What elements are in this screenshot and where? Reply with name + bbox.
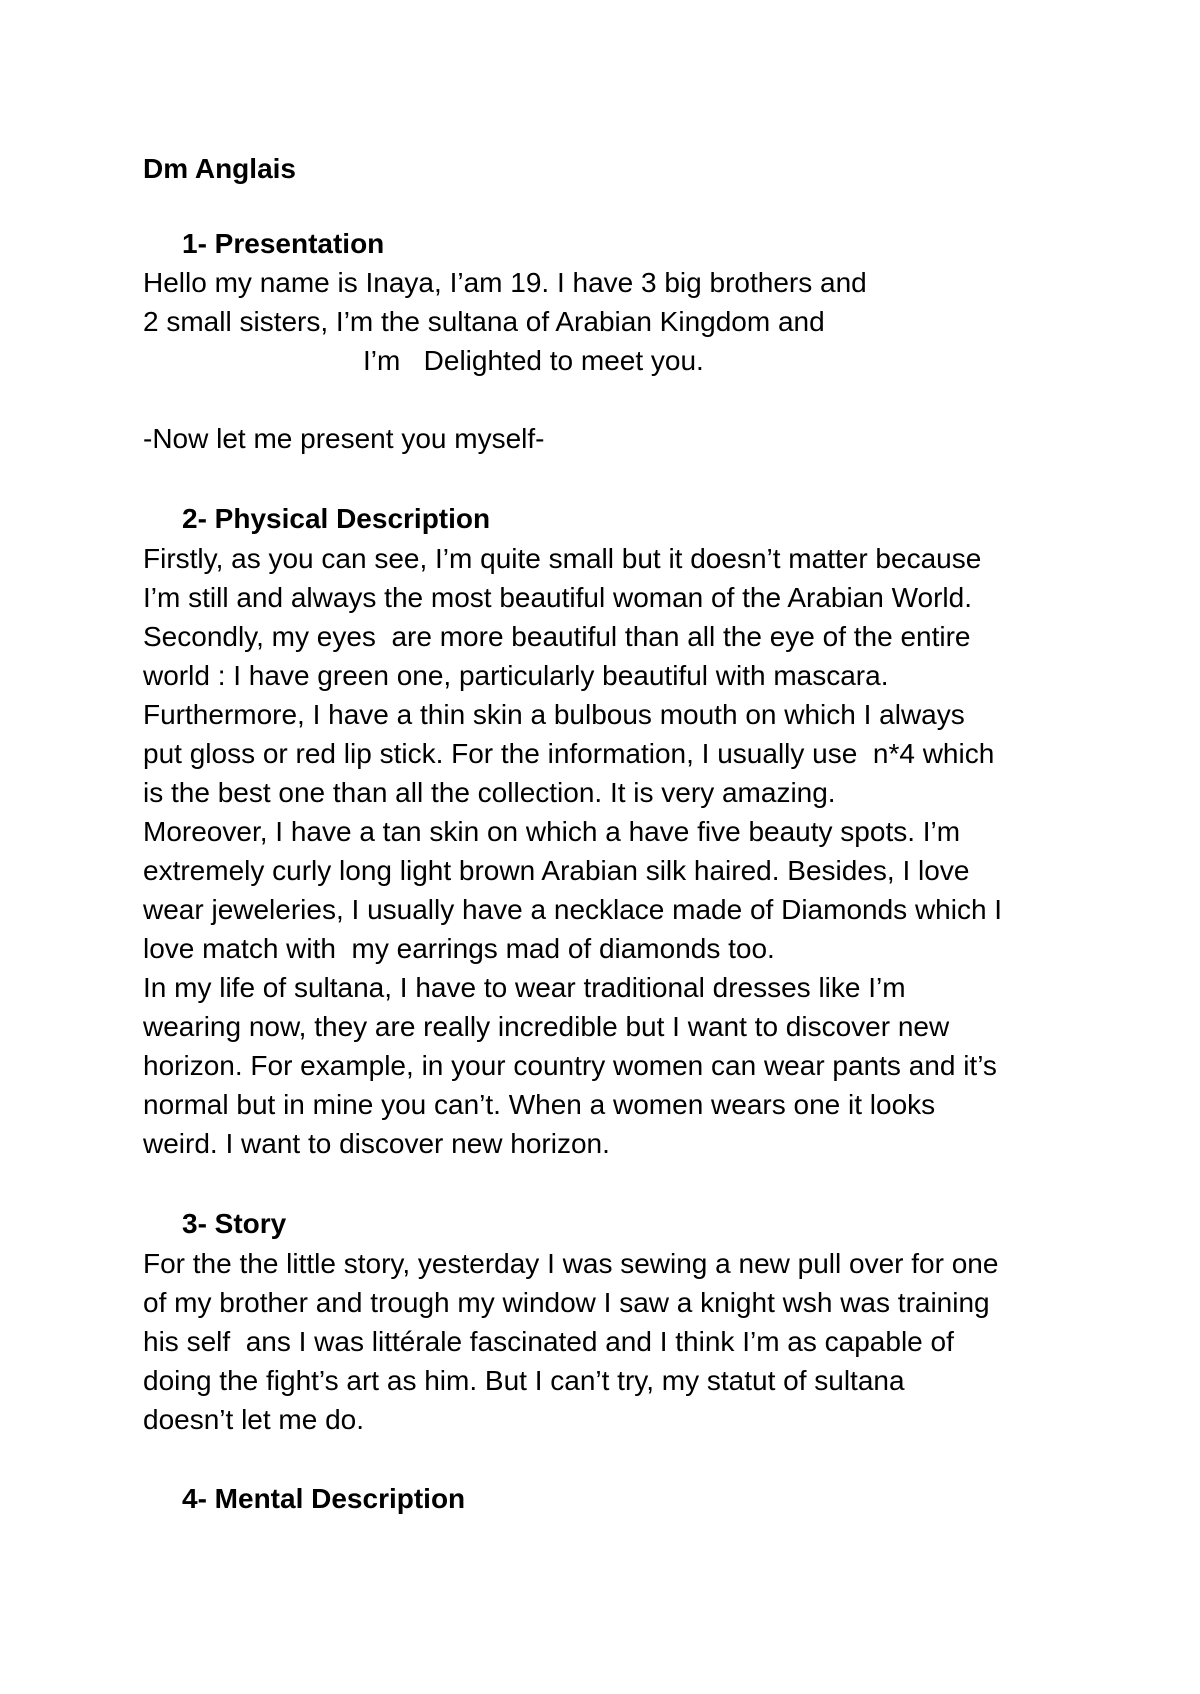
paragraph-line: world : I have green one, particularly beautiful with mascara. xyxy=(143,660,889,691)
paragraph-line: of my brother and trough my window I saw a knight wsh was training xyxy=(143,1287,990,1318)
paragraph-line: Moreover, I have a tan skin on which a have five beauty spots. I’m xyxy=(143,816,961,847)
paragraph-line: wearing now, they are really incredible but I want to discover new xyxy=(143,1011,950,1042)
paragraph-line: Secondly, my eyes are more beautiful than all the eye of the entire xyxy=(143,621,971,652)
paragraph-line: For the the little story, yesterday I was sewing a new pull over for one xyxy=(143,1248,999,1279)
paragraph-line: horizon. For example, in your country women can wear pants and it’s xyxy=(143,1050,997,1081)
paragraph-line: I’m still and always the most beautiful woman of the Arabian World. xyxy=(143,582,972,613)
section-heading-presentation: 1- Presentation xyxy=(182,228,385,259)
paragraph-line: Firstly, as you can see, I’m quite small but it doesn’t matter because xyxy=(143,543,982,574)
paragraph-line: weird. I want to discover new horizon. xyxy=(143,1128,610,1159)
paragraph-line: I’m Delighted to meet you. xyxy=(363,345,704,376)
section-heading-physical-description: 2- Physical Description xyxy=(182,503,491,534)
paragraph-line: doing the fight’s art as him. But I can’t try, my statut of sultana xyxy=(143,1365,905,1396)
paragraph-line: is the best one than all the collection. It is very amazing. xyxy=(143,777,836,808)
document-title: Dm Anglais xyxy=(143,153,296,184)
paragraph-line: -Now let me present you myself- xyxy=(143,423,545,454)
paragraph-line: Hello my name is Inaya, I’am 19. I have 3 big brothers and xyxy=(143,267,867,298)
paragraph-line: extremely curly long light brown Arabian silk haired. Besides, I love xyxy=(143,855,970,886)
paragraph-line: wear jeweleries, I usually have a necklace made of Diamonds which I xyxy=(143,894,1003,925)
paragraph-line: 2 small sisters, I’m the sultana of Arabian Kingdom and xyxy=(143,306,825,337)
paragraph-line: love match with my earrings mad of diamonds too. xyxy=(143,933,775,964)
paragraph-line: normal but in mine you can’t. When a women wears one it looks xyxy=(143,1089,936,1120)
paragraph-line: doesn’t let me do. xyxy=(143,1404,365,1435)
paragraph-line: Furthermore, I have a thin skin a bulbous mouth on which I always xyxy=(143,699,965,730)
section-heading-story: 3- Story xyxy=(182,1208,287,1239)
paragraph-line: his self ans I was littérale fascinated and I think I’m as capable of xyxy=(143,1326,954,1357)
section-heading-mental-description: 4- Mental Description xyxy=(182,1483,466,1514)
paragraph-line: put gloss or red lip stick. For the information, I usually use n*4 which xyxy=(143,738,995,769)
paragraph-line: In my life of sultana, I have to wear traditional dresses like I’m xyxy=(143,972,906,1003)
